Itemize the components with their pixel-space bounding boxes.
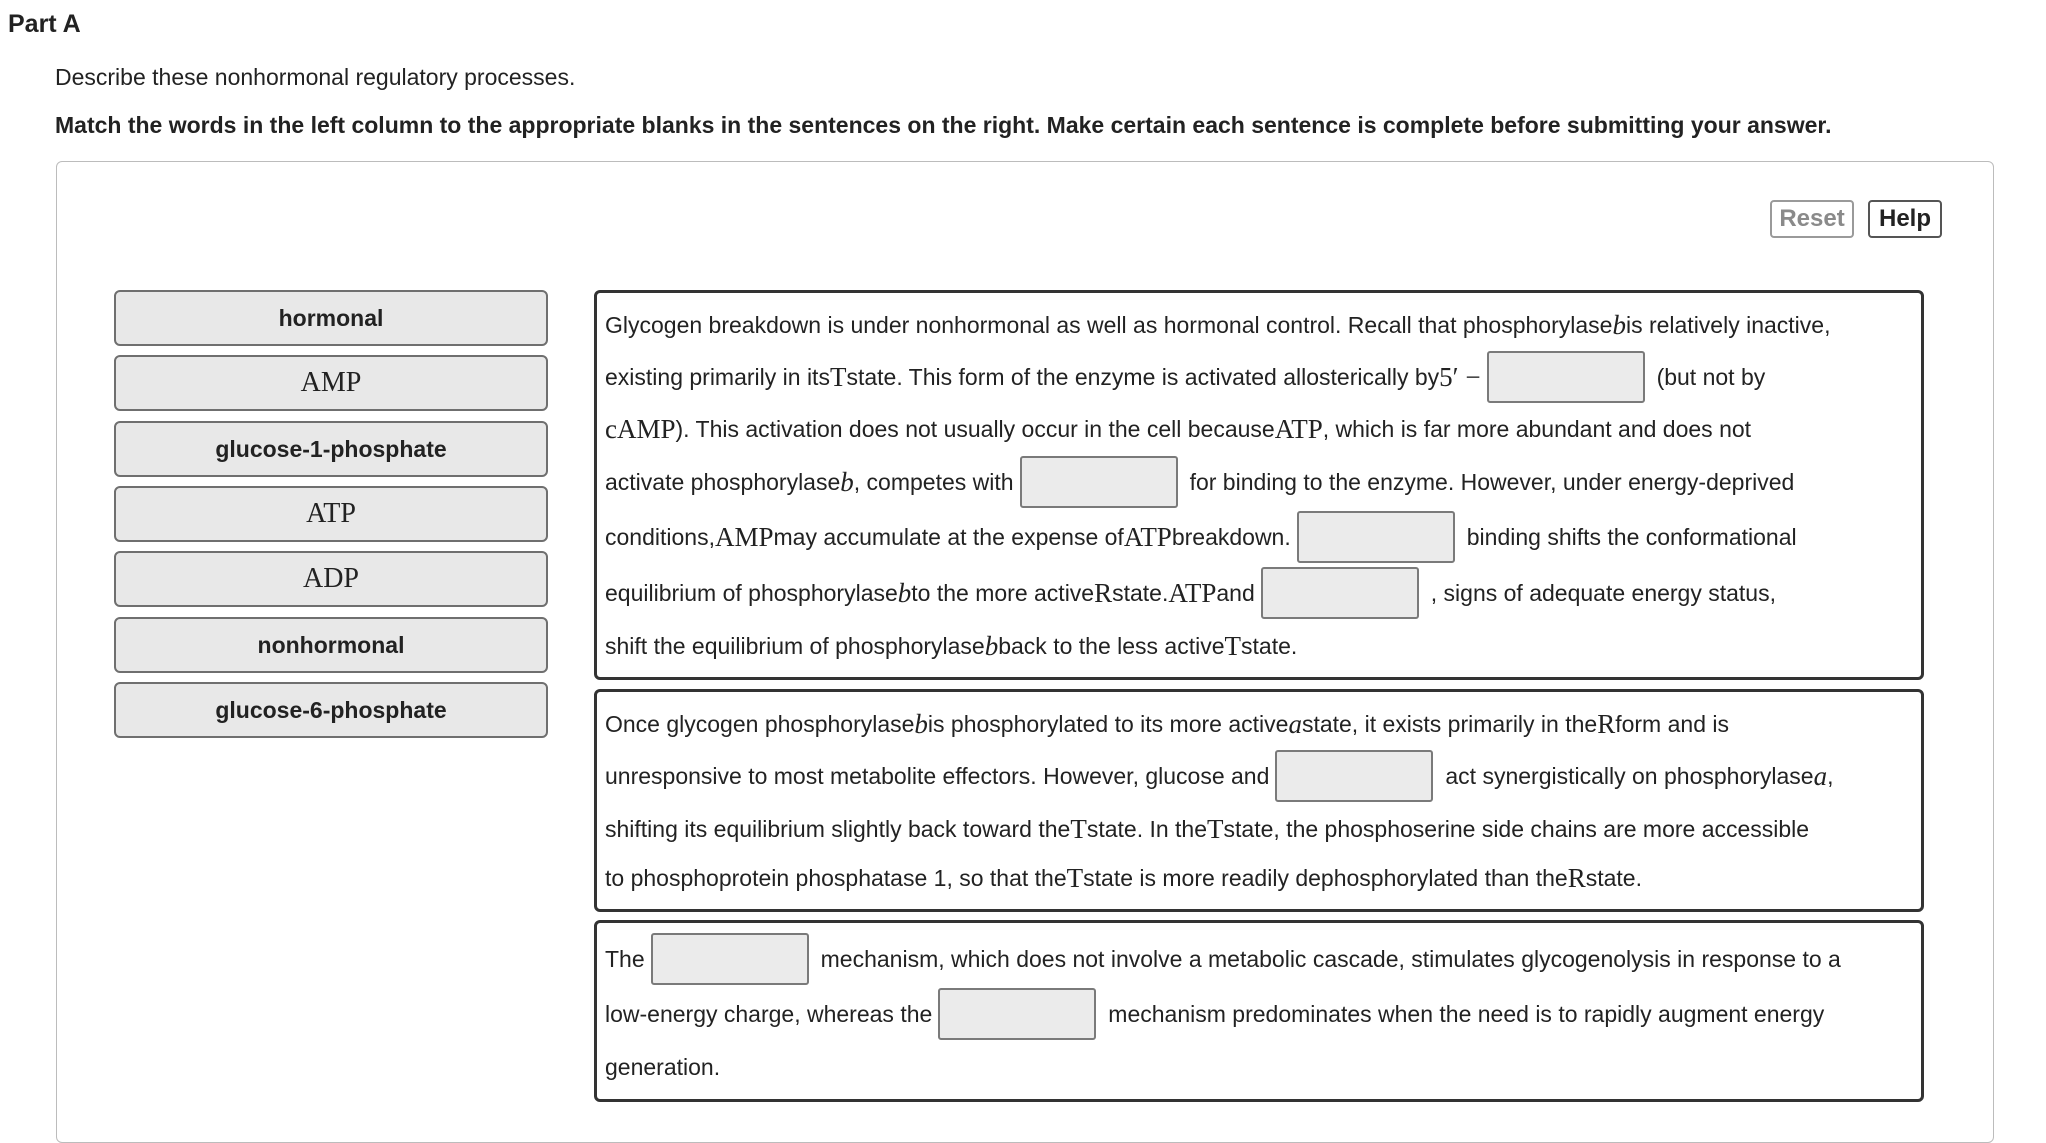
sentence-3-line: generation. [605,1053,721,1080]
drop-blank-5[interactable] [1275,750,1433,802]
sentence-box-3 [594,920,1924,1102]
sentence-3-line: low-energy charge, whereas the mechanism predominates when the need is to rapidly augment energy [605,994,1824,1034]
instruction-bold-text: Match the words in the left column to the appropriate blanks in the sentences on the right. Make certain each sentence is complete before submitting your answer. [55,112,1832,138]
drop-blank-4[interactable] [1261,567,1419,619]
help-button[interactable]: Help [1868,200,1942,238]
word-tile-adp[interactable]: ADP [114,551,548,607]
sentence-1-line: equilibrium of phosphorylase b to the more active R state. ATP and , signs of adequate energy status, [605,573,1776,613]
sentence-box-2 [594,689,1924,912]
word-tile-hormonal[interactable]: hormonal [114,290,548,346]
drop-blank-6[interactable] [651,933,809,985]
part-title: Part A [8,10,81,38]
word-tile-atp[interactable]: ATP [114,486,548,542]
drop-blank-3[interactable] [1297,511,1455,563]
word-tile-amp[interactable]: AMP [114,355,548,411]
sentence-1-line: existing primarily in its T state. This form of the enzyme is activated allosterically by 5′ − (but not by [605,357,1765,397]
sentence-1-line: Glycogen breakdown is under nonhormonal as well as hormonal control. Recall that phosphorylase b is relatively inactive, [605,309,1831,340]
drop-blank-7[interactable] [938,988,1096,1040]
reset-button[interactable]: Reset [1770,200,1854,238]
sentence-box-1 [594,290,1924,680]
instruction-text: Describe these nonhormonal regulatory processes. [55,64,576,90]
sentence-2-line: unresponsive to most metabolite effectors. However, glucose and act synergistically on phosphorylase a , [605,756,1833,796]
drop-blank-1[interactable] [1487,351,1645,403]
word-tile-glucose-6-phosphate[interactable]: glucose-6-phosphate [114,682,548,738]
sentence-1-line: activate phosphorylase b , competes with for binding to the enzyme. However, under energy-deprived [605,462,1794,502]
sentence-2-line: shifting its equilibrium slightly back toward the T state. In the T state, the phosphoserine side chains are more accessible [605,813,1810,844]
drop-blank-2[interactable] [1020,456,1178,508]
sentence-1-line: shift the equilibrium of phosphorylase b back to the less active T state. [605,630,1298,661]
sentence-2-line: to phosphoprotein phosphatase 1, so that the T state is more readily dephosphorylated than the R state. [605,862,1642,893]
word-tile-nonhormonal[interactable]: nonhormonal [114,617,548,673]
sentence-3-line: The mechanism, which does not involve a metabolic cascade, stimulates glycogenolysis in response to a [605,939,1841,979]
sentence-1-line: cAMP ). This activation does not usually occur in the cell because ATP , which is far more abundant and does not [605,413,1752,444]
sentence-1-line: conditions, AMP may accumulate at the expense of ATP breakdown. binding shifts the conformational [605,517,1797,557]
word-tile-glucose-1-phosphate[interactable]: glucose-1-phosphate [114,421,548,477]
sentence-2-line: Once glycogen phosphorylase b is phosphorylated to its more active a state, it exists primarily in the R form and is [605,708,1729,739]
